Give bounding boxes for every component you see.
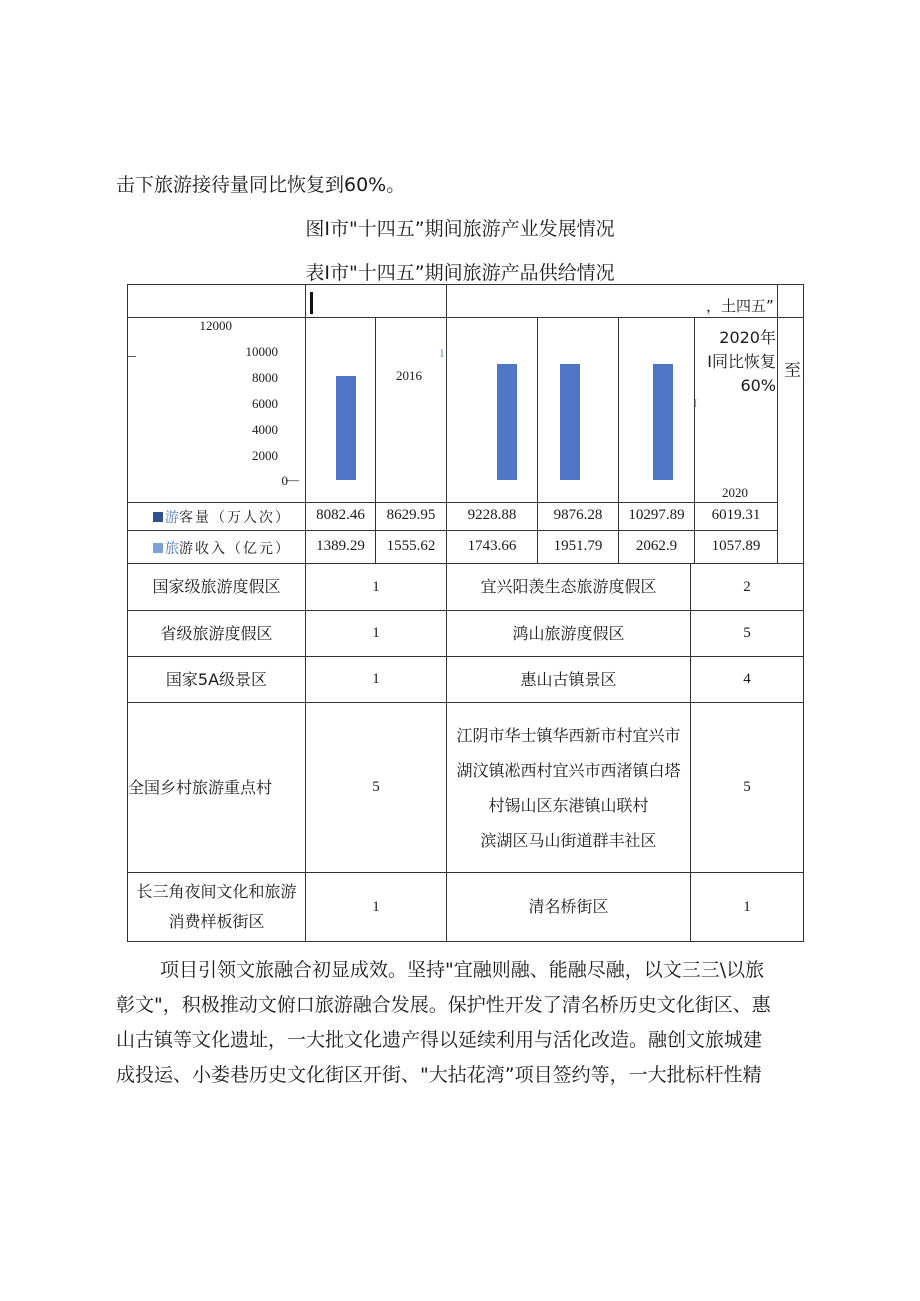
visitors-value-1: 8082.46 <box>316 507 365 523</box>
left-dash-mark <box>128 356 136 357</box>
visitors-value-6: 6019.31 <box>711 507 761 523</box>
row2-value: 5 <box>743 625 751 642</box>
chart-col-2 <box>375 317 376 563</box>
x-label-2020: 2020 <box>722 485 748 500</box>
legend-swatch-light <box>153 543 163 553</box>
legend-revenue-label: 游收入（亿元） <box>179 541 291 557</box>
y-tick-6000: 6000 <box>252 396 278 411</box>
revenue-value-3: 1743.66 <box>467 538 517 554</box>
paragraph-line-2: 彰文"，积极推动文俯口旅游融合发展。保护性开发了清名桥历史文化街区、惠 <box>116 994 771 1016</box>
row3-count: 1 <box>372 671 380 688</box>
row1-count: 1 <box>372 578 380 595</box>
chart-annotation <box>700 326 776 398</box>
legend-visitors-label: 客量（万人次） <box>179 510 291 526</box>
bar-2020a <box>653 364 673 480</box>
figure-caption: 图I市"十四五”期间旅游产业发展情况 <box>305 218 615 240</box>
annotation-line-2: I同比恢复 <box>707 352 776 371</box>
chart-col-4 <box>537 317 538 563</box>
row1-value: 2 <box>743 578 751 595</box>
revenue-value-4: 1951.79 <box>553 538 603 554</box>
row5-category <box>128 873 305 941</box>
row5-category-line-2: 消费样板街区 <box>168 912 265 931</box>
body-paragraph <box>116 953 771 1093</box>
revenue-value-2: 1555.62 <box>386 538 436 554</box>
zero-dash: — <box>286 472 299 487</box>
row2-count: 1 <box>372 625 380 642</box>
y-tick-8000: 8000 <box>252 370 278 385</box>
row4-value: 5 <box>743 779 751 796</box>
table-top-border <box>127 284 804 285</box>
bar-2019 <box>560 364 580 480</box>
row3-name: 惠山古镇景区 <box>520 669 617 689</box>
row5-count: 1 <box>372 898 380 915</box>
bar-2018 <box>497 364 517 480</box>
annotation-line-3: 60% <box>740 376 776 395</box>
row4-village-line-1: 江阴市华士镇华西新市村宜兴市 <box>456 725 681 745</box>
visitors-value-3: 9228.88 <box>467 507 517 523</box>
stray-mark-2: I <box>693 396 697 410</box>
row4-category: 全国乡村旅游重点村 <box>128 777 273 797</box>
chart-plot-bottom <box>127 502 777 503</box>
row5-category-line-1: 长三角夜间文化和旅游 <box>136 882 297 901</box>
y-tick-0: 0 <box>281 473 288 488</box>
row2-name: 鸿山旅游度假区 <box>512 623 625 643</box>
y-tick-2000: 2000 <box>252 448 278 463</box>
cursor-mark <box>310 292 313 314</box>
legend-revenue-prefix: 旅 <box>165 541 179 557</box>
visitors-value-4: 9876.28 <box>553 507 603 523</box>
x-label-2016: 2016 <box>396 368 422 383</box>
legend-swatch-dark <box>153 512 163 522</box>
chart-col-5 <box>618 317 619 563</box>
row3-category: 国家5A级景区 <box>165 669 268 689</box>
row5-value: 1 <box>743 898 751 915</box>
paragraph-line-3: 山古镇等文化遗址，一大批文化遗产得以延续利用与活化改造。融创文旅城建 <box>116 1029 763 1051</box>
paragraph-line-1: 项目引领文旅融合初显成效。坚持"宜融则融、能融尽融，以文三三\以旅 <box>160 959 765 981</box>
row4-count: 5 <box>372 779 380 796</box>
row5-name: 清名桥街区 <box>528 897 609 916</box>
row1-name: 宜兴阳羡生态旅游度假区 <box>480 577 657 596</box>
visitors-value-5: 10297.89 <box>628 507 685 523</box>
row2-category: 省级旅游度假区 <box>160 623 273 643</box>
row1-category: 国家级旅游度假区 <box>152 577 281 596</box>
chart-header-right: ，土四五” <box>706 297 774 315</box>
row4-village-line-3: 村锡山区东港镇山联村 <box>488 795 649 815</box>
chart-col-6 <box>694 317 695 563</box>
intro-line: 击下旅游接待量同比恢复到60%。 <box>116 174 406 196</box>
table-bottom-border <box>127 941 804 942</box>
row3-value: 4 <box>743 671 751 688</box>
bar-2016 <box>336 376 356 480</box>
legend-visitors <box>153 507 291 527</box>
revenue-value-5: 2062.9 <box>635 538 678 554</box>
revenue-value-6: 1057.89 <box>711 538 761 554</box>
visitors-value-2: 8629.95 <box>386 507 436 523</box>
y-tick-12000: 12000 <box>199 318 232 333</box>
annotation-line-1: 2020年 <box>719 328 776 347</box>
legend-visitors-prefix: 游 <box>165 510 179 526</box>
row4-villages <box>447 703 690 872</box>
paragraph-line-4: 成投运、小娄巷历史文化街区开街、"大拈花湾”项目签约等，一大批标杆性精 <box>116 1064 762 1086</box>
legend-revenue <box>153 538 291 558</box>
chart-row1-bottom <box>127 530 777 531</box>
row4-village-line-4: 滨湖区马山街道群丰社区 <box>480 830 657 850</box>
revenue-value-1: 1389.29 <box>316 538 365 554</box>
side-note: 至 <box>784 361 801 381</box>
chart-col-7 <box>777 284 778 563</box>
stray-mark-1: I <box>440 346 444 360</box>
table-right-border <box>803 284 804 942</box>
y-tick-4000: 4000 <box>252 422 278 437</box>
table-caption: 表I市"十四五”期间旅游产品供给情况 <box>305 262 615 284</box>
y-tick-10000: 10000 <box>245 344 278 359</box>
row4-village-line-2: 湖汶镇凇西村宜兴市西渚镇白塔 <box>456 760 681 780</box>
